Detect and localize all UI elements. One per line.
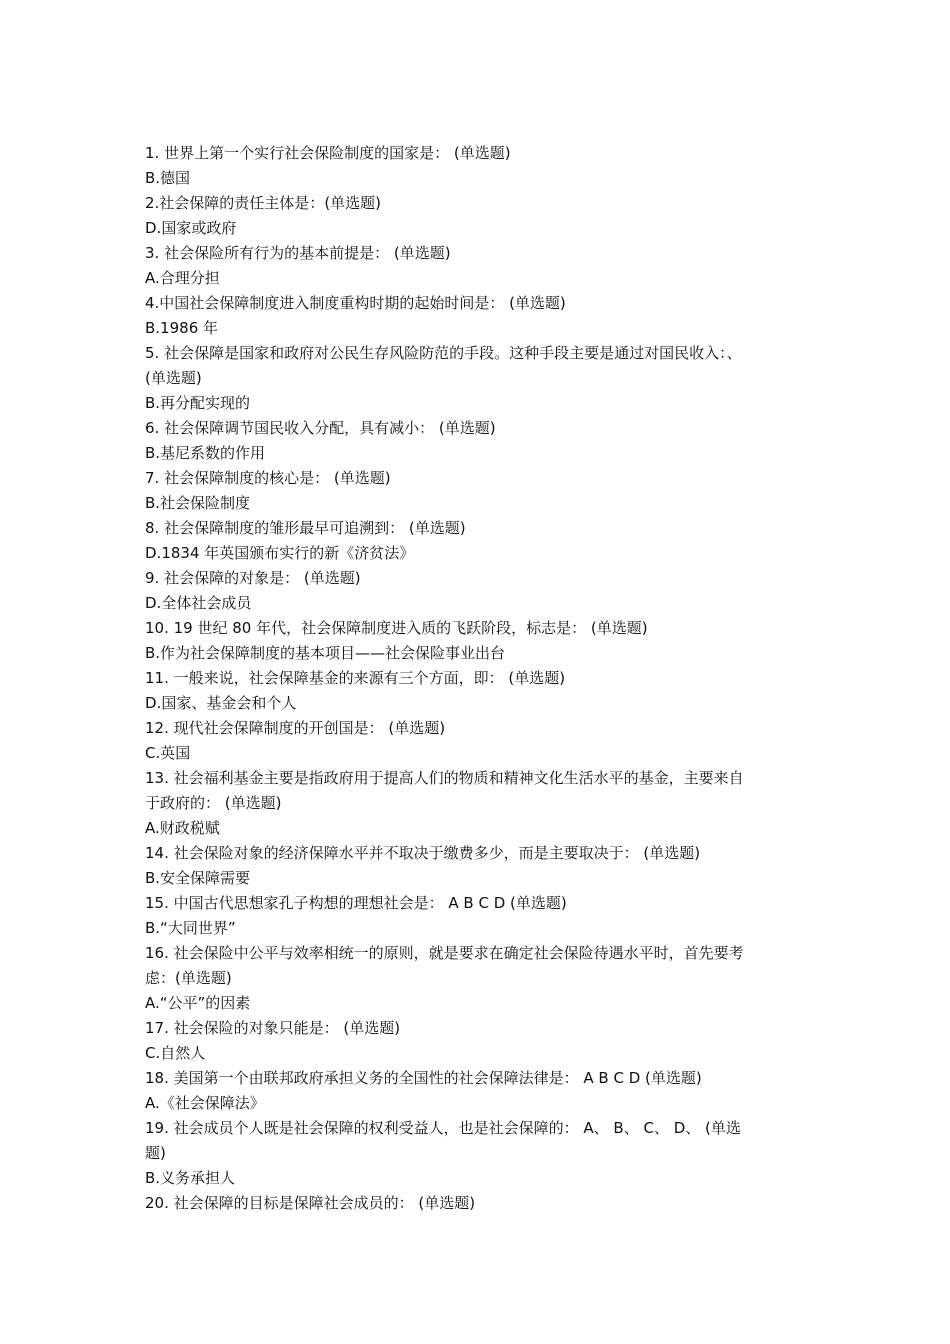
text-line: B.作为社会保障制度的基本项目——社会保险事业出台 xyxy=(145,644,506,662)
text-line: 5. 社会保障是国家和政府对公民生存风险防范的手段。这种手段主要是通过对国民收入：、 xyxy=(145,344,742,362)
text-line: (单选题) xyxy=(145,369,202,387)
text-line: 17. 社会保险的对象只能是： (单选题) xyxy=(145,1019,401,1037)
text-line: B.基尼系数的作用 xyxy=(145,444,266,462)
text-line: D.1834 年英国颁布实行的新《济贫法》 xyxy=(145,544,415,562)
text-line: 11. 一般来说，社会保障基金的来源有三个方面，即： (单选题) xyxy=(145,669,566,687)
text-line: C.英国 xyxy=(145,744,191,762)
text-line: 12. 现代社会保障制度的开创国是： (单选题) xyxy=(145,719,446,737)
text-line: A.财政税赋 xyxy=(145,819,220,837)
text-line: C.自然人 xyxy=(145,1044,206,1062)
text-line: 题) xyxy=(145,1144,166,1162)
text-line: 15. 中国古代思想家孔子构想的理想社会是： A B C D (单选题) xyxy=(145,894,567,912)
text-line: 8. 社会保障制度的雏形最早可追溯到： (单选题) xyxy=(145,519,466,537)
text-line: 9. 社会保障的对象是： (单选题) xyxy=(145,569,361,587)
text-line: 6. 社会保障调节国民收入分配，具有减小： (单选题) xyxy=(145,419,496,437)
text-line: 20. 社会保障的目标是保障社会成员的： (单选题) xyxy=(145,1194,476,1212)
text-line: 18. 美国第一个由联邦政府承担义务的全国性的社会保障法律是： A B C D (单选题) xyxy=(145,1069,702,1087)
text-line: 14. 社会保险对象的经济保障水平并不取决于缴费多少，而是主要取决于： (单选题) xyxy=(145,844,701,862)
text-line: 7. 社会保障制度的核心是： (单选题) xyxy=(145,469,391,487)
text-line: B.义务承担人 xyxy=(145,1169,236,1187)
text-line: B.“大同世界” xyxy=(145,919,236,937)
text-line: 虑：(单选题) xyxy=(145,969,232,987)
text-line: B.德国 xyxy=(145,169,191,187)
text-line: D.全体社会成员 xyxy=(145,594,252,612)
text-line: 19. 社会成员个人既是社会保障的权利受益人，也是社会保障的： A、 B、 C、 D、 (单选 xyxy=(145,1119,741,1137)
text-line: B.安全保障需要 xyxy=(145,869,251,887)
text-line: 3. 社会保险所有行为的基本前提是： (单选题) xyxy=(145,244,451,262)
text-line: B.社会保险制度 xyxy=(145,494,251,512)
text-line: 2.社会保障的责任主体是：(单选题) xyxy=(145,194,382,212)
text-line: A.“公平”的因素 xyxy=(145,994,251,1012)
text-line: 16. 社会保险中公平与效率相统一的原则，就是要求在确定社会保险待遇水平时，首先要考 xyxy=(145,944,744,962)
text-line: D.国家或政府 xyxy=(145,219,237,237)
text-line: 4.中国社会保障制度进入制度重构时期的起始时间是： (单选题) xyxy=(145,294,566,312)
text-line: A.《社会保障法》 xyxy=(145,1094,265,1112)
text-line: 1. 世界上第一个实行社会保险制度的国家是： (单选题) xyxy=(145,144,511,162)
text-line: B.再分配实现的 xyxy=(145,394,251,412)
text-line: B.1986 年 xyxy=(145,319,219,337)
text-line: 于政府的： (单选题) xyxy=(145,794,282,812)
text-line: A.合理分担 xyxy=(145,269,220,287)
document-body xyxy=(145,141,810,1216)
text-line: 10. 19 世纪 80 年代，社会保障制度进入质的飞跃阶段，标志是： (单选题) xyxy=(145,619,648,637)
text-line: 13. 社会福利基金主要是指政府用于提高人们的物质和精神文化生活水平的基金，主要来自 xyxy=(145,769,744,787)
text-line: D.国家、基金会和个人 xyxy=(145,694,297,712)
